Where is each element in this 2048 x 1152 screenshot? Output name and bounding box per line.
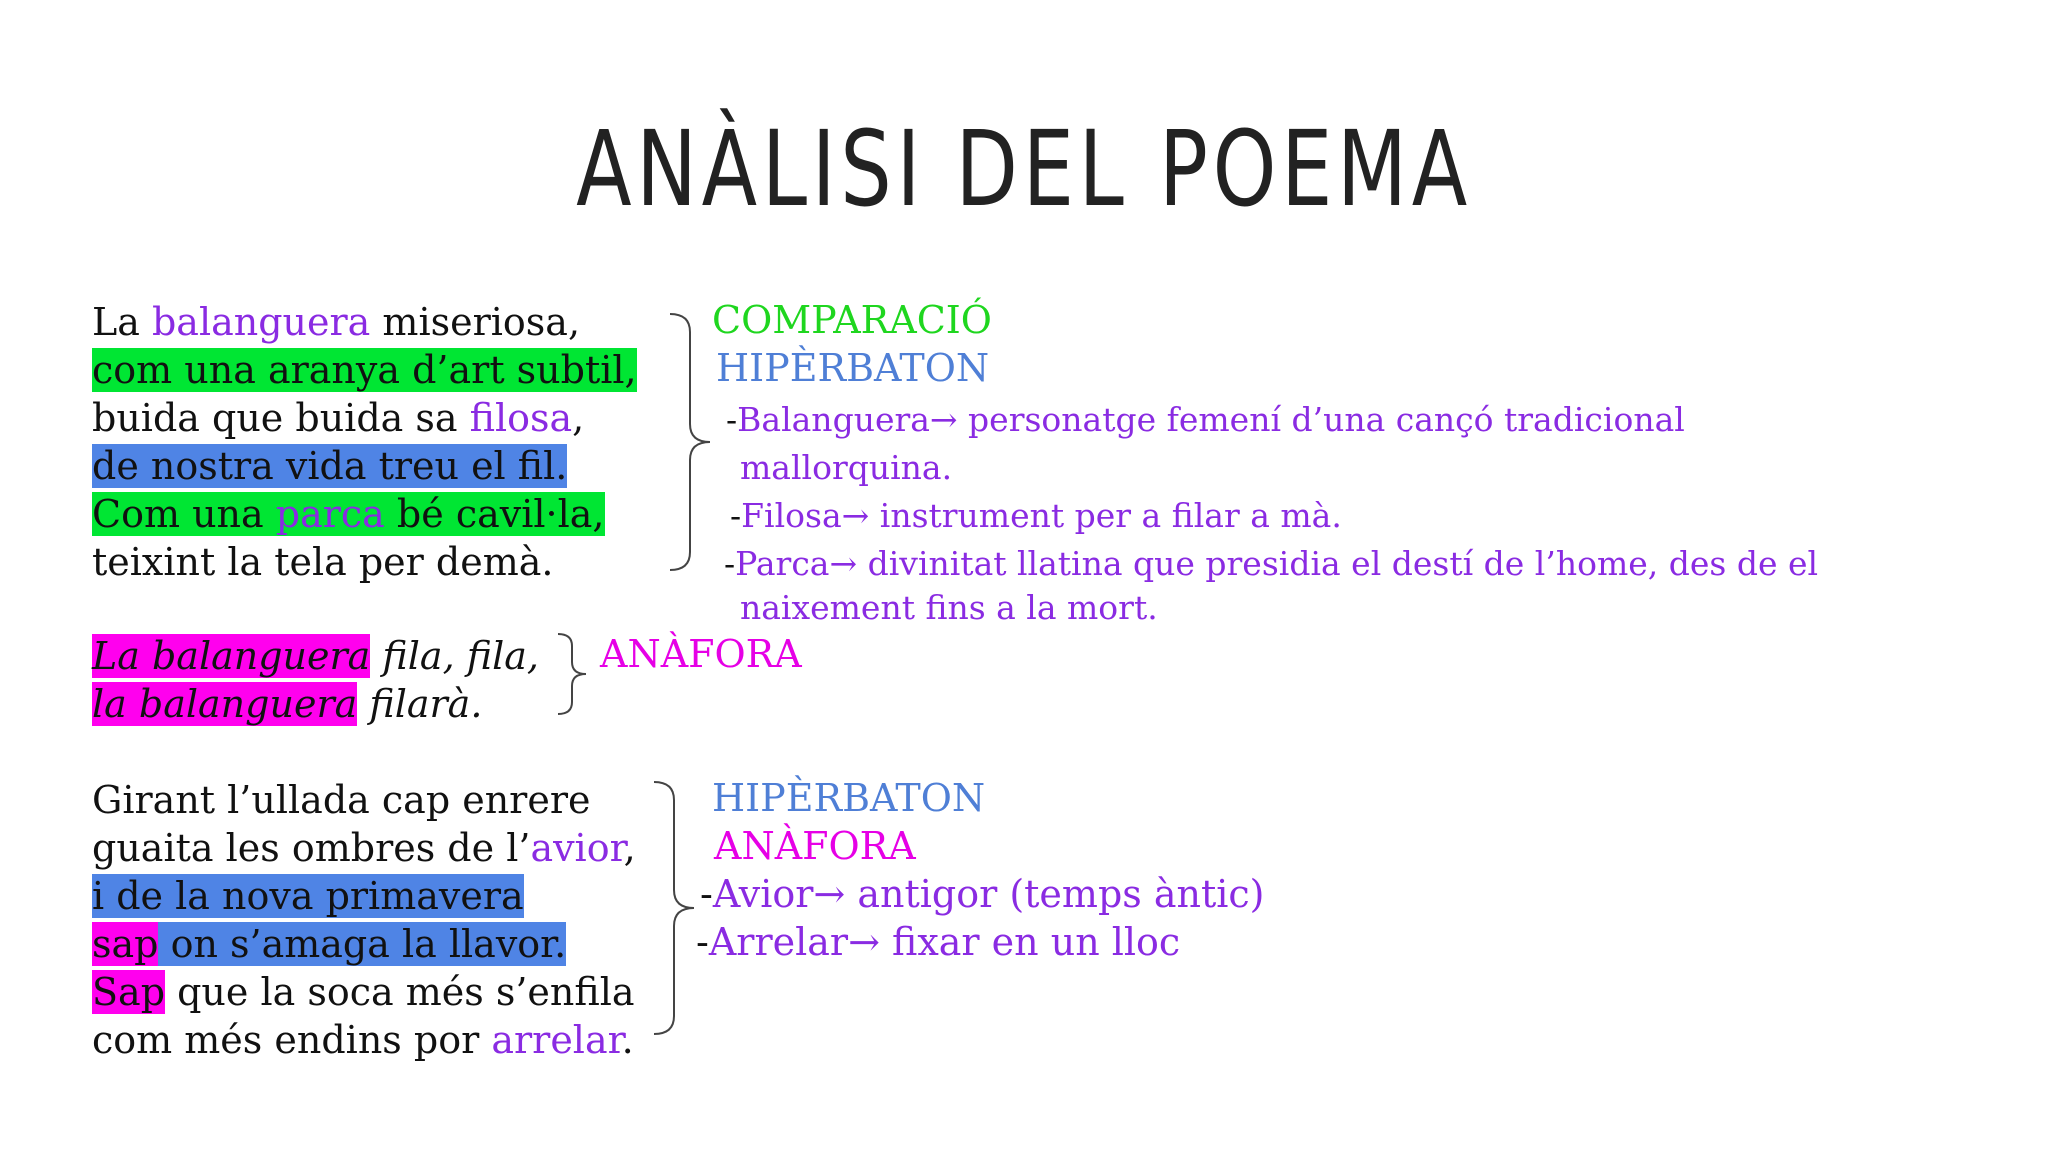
label-anafora-2: ANÀFORA — [714, 824, 916, 868]
verse-line — [92, 298, 637, 346]
keyword-parca: parca — [275, 492, 385, 536]
note-dash: - — [696, 920, 709, 964]
page-title: ANÀLISI DEL POEMA — [576, 108, 1472, 230]
note-text: Parca→ divinitat llatina que presidia el destí de l’home, des de el — [735, 544, 1819, 583]
verse-text: guaita les ombres de l’ — [92, 826, 531, 870]
keyword-balanguera: balanguera — [151, 300, 371, 344]
stanza-1 — [92, 298, 637, 586]
brace-stanza-1 — [668, 312, 720, 574]
note-dash: - — [700, 872, 713, 916]
highlight-anaphora: Sap — [92, 970, 166, 1014]
label-comparacio: COMPARACIÓ — [712, 298, 992, 342]
verse-text: Com una — [92, 492, 276, 536]
verse-text: fila, fila, — [370, 634, 539, 678]
label-hiperbaton: HIPÈRBATON — [716, 346, 990, 390]
verse-text: bé cavil·la, — [384, 492, 605, 536]
keyword-arrelar: arrelar — [491, 1018, 622, 1062]
note-dash: - — [724, 544, 736, 583]
note-dash: - — [730, 496, 742, 535]
note-text: Filosa→ instrument per a filar a mà. — [741, 496, 1342, 535]
verse-text: , — [572, 396, 585, 440]
refrain — [92, 632, 539, 728]
highlight-comparison: com una aranya d’art subtil, — [92, 348, 637, 392]
verse-line — [92, 394, 637, 442]
verse-line — [92, 1016, 636, 1064]
verse-line — [92, 872, 636, 920]
verse-text: . — [621, 1018, 634, 1062]
verse-line — [92, 490, 637, 538]
note-parca-cont: naixement fins a la mort. — [740, 588, 1158, 627]
note-text: Balanguera→ personatge femení d’una cançó tradicional — [737, 400, 1685, 439]
verse-line — [92, 824, 636, 872]
verse-line — [92, 632, 539, 680]
highlight-hyperbaton: i de la nova primavera — [92, 874, 524, 918]
verse-line — [92, 442, 637, 490]
highlight-anaphora: la balanguera — [92, 682, 358, 726]
keyword-filosa: filosa — [469, 396, 573, 440]
verse-text: , — [623, 826, 636, 870]
verse-text: filarà. — [357, 682, 483, 726]
note-balanguera-cont: mallorquina. — [740, 448, 953, 487]
verse-line — [92, 538, 637, 586]
note-balanguera — [726, 400, 1685, 439]
label-anafora-refrain: ANÀFORA — [600, 632, 802, 676]
keyword-avior: avior — [530, 826, 624, 870]
label-hiperbaton-2: HIPÈRBATON — [712, 776, 986, 820]
note-arrelar — [696, 920, 1180, 964]
verse-line — [92, 920, 636, 968]
stanza-2 — [92, 776, 636, 1064]
highlight-hyperbaton: de nostra vida treu el fil. — [92, 444, 568, 488]
highlight-comparison — [92, 492, 605, 536]
note-dash: - — [726, 400, 738, 439]
verse-text: La — [92, 300, 152, 344]
verse-line — [92, 680, 539, 728]
verse-text: Girant l’ullada cap enrere — [92, 778, 591, 822]
note-text: Arrelar→ fixar en un lloc — [708, 920, 1181, 964]
verse-text: que la soca més s’enfila — [165, 970, 635, 1014]
verse-text: miseriosa, — [370, 300, 581, 344]
highlight-anaphora: La balanguera — [92, 634, 371, 678]
verse-line — [92, 346, 637, 394]
verse-text: teixint la tela per demà. — [92, 540, 554, 584]
highlight-hyperbaton: on s’amaga la llavor. — [158, 922, 567, 966]
verse-text: com més endins por — [92, 1018, 492, 1062]
verse-line — [92, 776, 636, 824]
verse-text: buida que buida sa — [92, 396, 470, 440]
highlight-anaphora: sap — [92, 922, 159, 966]
note-avior — [700, 872, 1265, 916]
note-parca — [724, 544, 1818, 583]
brace-stanza-2 — [652, 780, 700, 1036]
note-filosa — [730, 496, 1342, 535]
brace-refrain — [556, 632, 592, 716]
note-text: Avior→ antigor (temps àntic) — [712, 872, 1265, 916]
verse-line — [92, 968, 636, 1016]
